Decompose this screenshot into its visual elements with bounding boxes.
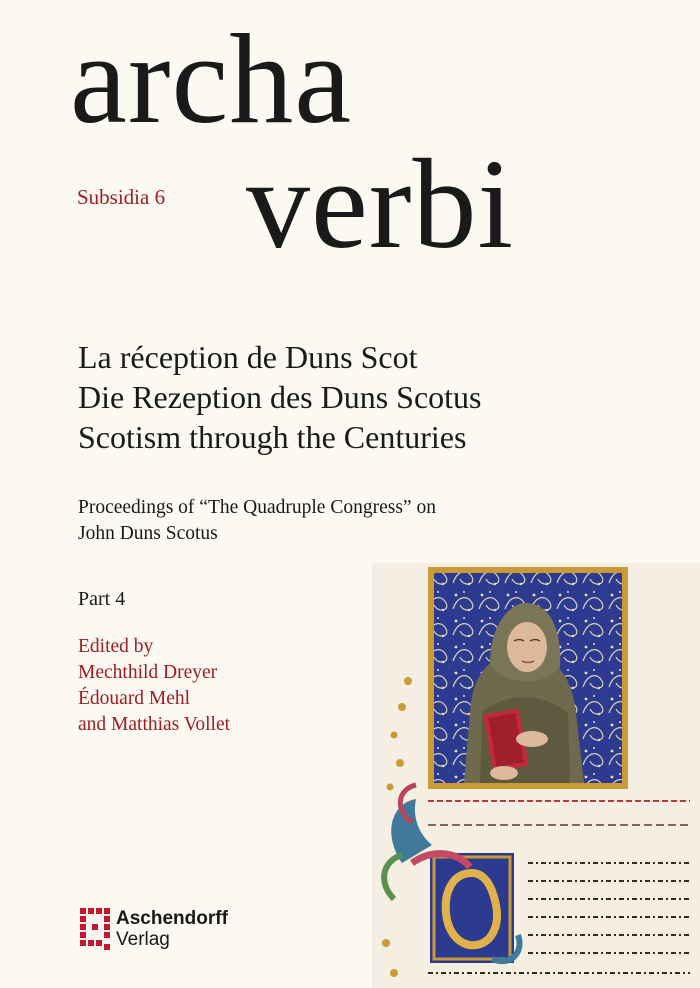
publisher-name: Aschendorff <box>116 908 228 929</box>
editors-block <box>78 634 230 738</box>
publisher-block <box>80 908 228 950</box>
book-titles <box>78 337 482 457</box>
publisher-logo-icon <box>80 908 110 950</box>
proceedings-line1: Proceedings of “The Quadruple Congress” on <box>78 497 436 518</box>
series-subsidia: Subsidia 6 <box>77 185 166 209</box>
title-french: La réception de Duns Scot <box>78 339 418 375</box>
editor-name: Mechthild Dreyer <box>78 662 218 683</box>
title-german: Die Rezeption des Duns Scotus <box>78 379 482 415</box>
part-number: Part 4 <box>78 588 126 610</box>
edited-by-label: Edited by <box>78 636 154 657</box>
proceedings-line2: John Duns Scotus <box>78 523 218 544</box>
illuminated-manuscript-icon <box>372 563 700 988</box>
title-english: Scotism through the Centuries <box>78 419 467 455</box>
editor-name: Édouard Mehl <box>78 688 191 709</box>
proceedings-subtitle <box>78 495 558 547</box>
editor-name: and Matthias Vollet <box>78 714 231 735</box>
publisher-imprint: Verlag <box>116 929 170 950</box>
series-title-line2: verbi <box>246 133 514 275</box>
series-title-line1: archa <box>70 8 353 150</box>
publisher-name-block <box>116 908 228 950</box>
